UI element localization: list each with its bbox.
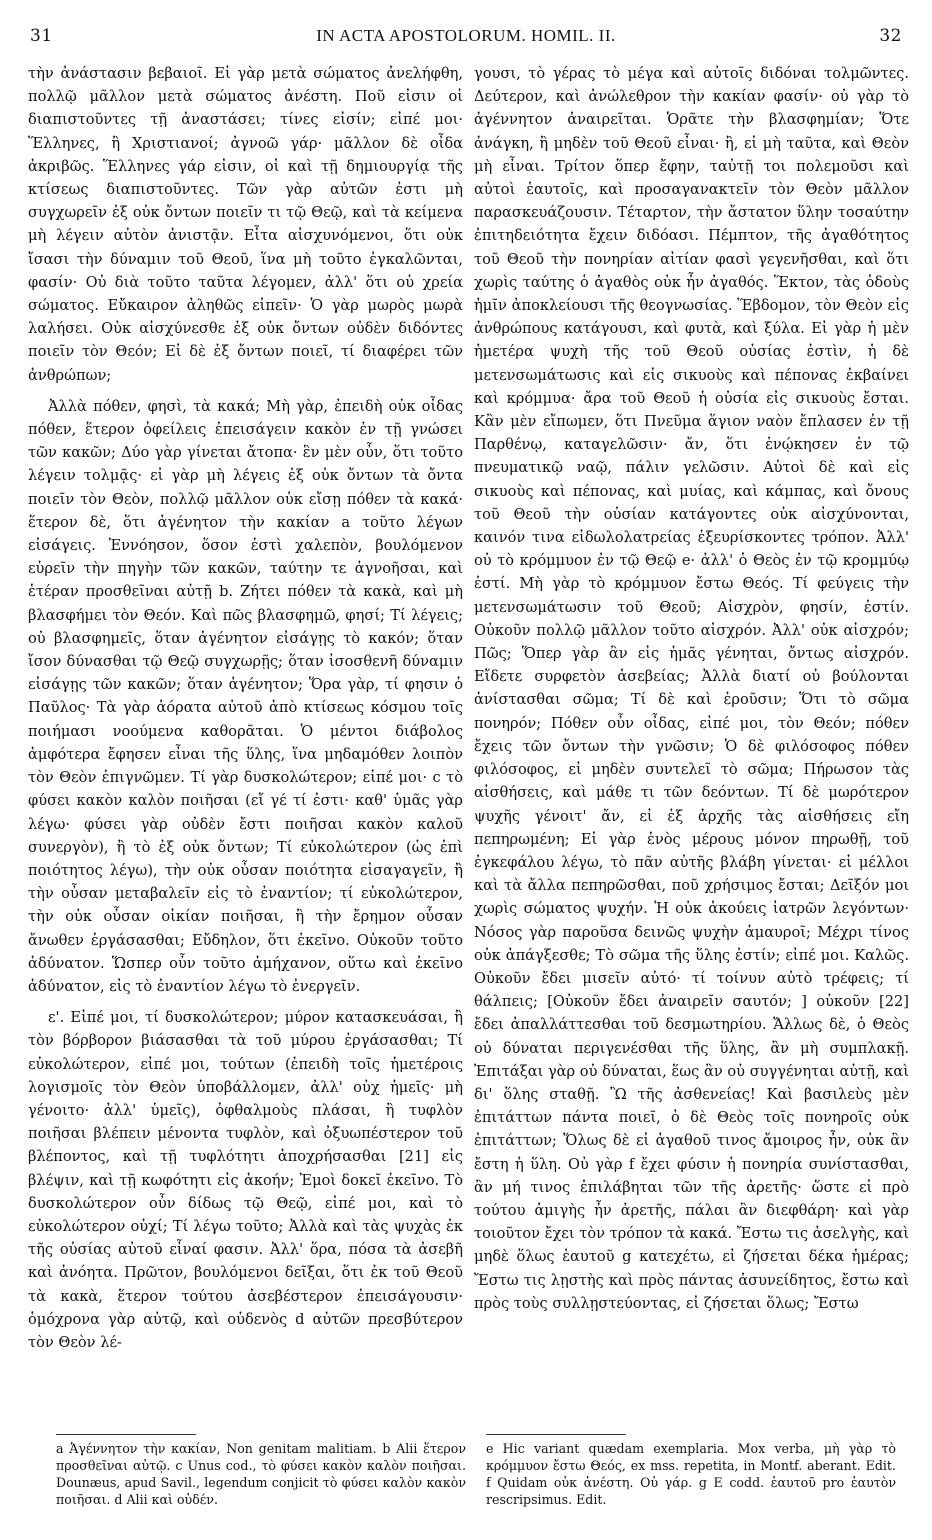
footnote-rule-left (56, 1434, 196, 1435)
right-paragraph-1: γουσι, τὸ γέρας τὸ μέγα καὶ αὐτοῖς διδόναι τολμῶντες. Δεύτερον, καὶ ἀνώλεθρον τὴν κακίαν φασίν· οὐ γὰρ τὸ ἀγέννητον ἀναιρεῖται. Ὁρᾶτε τὴν βλασφημίαν; Ὅτε ἀνάγκη, ἢ μηδὲν τοῦ Θεοῦ εἶναι· ἢ, εἰ μὴ ταῦτα, καὶ Θεὸν μὴ εἶναι. Τρίτον ὅπερ ἔφην, ταὐτῇ τοι πολεμοῦσι καὶ αὐτοὶ ἑαυτοῖς, καὶ προσαγανακτεῖν τὸν Θεὸν μᾶλλον παρασκευάζουσιν. Τέταρτον, τὴν ἄστατον ὕλην τοσαύτην ἐπιτηδειότητα ἔχειν διδόασι. Πέμπτον, τῆς ἀγαθότητος τοῦ Θεοῦ τὴν πονηρίαν αἰτίαν φασὶ γεγενῆσθαι, καὶ ὅτι χωρὶς ταύτης ὁ ἀγαθὸς οὐκ ἦν ἀγαθός. Ἕκτον, τὰς ὁδοὺς ἡμῖν ἀποκλείουσι τῆς θεογνωσίας. Ἕβδομον, τὸν Θεὸν εἰς ἀνθρώπους κατάγουσι, καὶ φυτὰ, καὶ ξύλα. Εἰ γὰρ ἡ μὲν ἡμετέρα ψυχὴ τῆς τοῦ Θεοῦ οὐσίας ἐστὶν, ἡ δὲ μετενσωμάτωσις καὶ εἰς σικυοὺς καὶ πέπονας ἐκβαίνει καὶ κρόμμυα· ἄρα τοῦ Θεοῦ ἡ οὐσία εἰς σικυοὺς ἔσται. Κἂν μὲν εἴπωμεν, ὅτι Πνεῦμα ἅγιον ναὸν ἔπλασεν ἐν τῇ Παρθένῳ, καταγελῶσιν· ἄν, ὅτι ἐνῴκησεν ἐν τῷ πνευματικῷ ναῷ, πάλιν γελῶσιν. Αὐτοὶ δὲ καὶ εἰς σικυοὺς καὶ πέπονας, καὶ μυίας, καὶ κάμπας, καὶ ὄνους τοῦ Θεοῦ τὴν οὐσίαν κατάγοντες οὐκ αἰσχύνονται, καινόν τινα εἰδωλολατρείας ἐξευρίσκοντες τρόπον. Ἀλλ' οὐ τὸ κρόμμυον ἐν τῷ Θεῷ e· ἀλλ' ὁ Θεὸς ἐν τῷ κρομμύῳ ἐστί. Μὴ γὰρ τὸ κρόμμυον ἔστω Θεός. Τί φεύγεις τὴν μετενσωμάτωσιν τοῦ Θεοῦ; Αἰσχρὸν, φησίν, ἐστίν. Οὐκοῦν πολλῷ μᾶλλον τοῦτο αἰσχρόν. Ἀλλ' οὐκ αἰσχρόν; Πῶς; Ὅπερ γὰρ ἂν εἰς ἡμᾶς γένηται, ὄντως αἰσχρόν. Εἴδετε συρφετὸν ἀσεβείας; Ἀλλὰ διατί οὐ βούλονται ἀνίστασθαι σῶμα; Τί δὲ καὶ ἐροῦσιν; Ὅτι τὸ σῶμα πονηρόν; Πόθεν οὖν οἶδας, εἰπέ μοι, τὸν Θεόν; πόθεν ἔχεις τῶν ὄντων τὴν γνῶσιν; Ὁ δὲ φιλόσοφος πόθεν φιλόσοφος, εἰ μηδὲν συντελεῖ τὸ σῶμα; Πήρωσον τὰς αἰσθήσεις, καὶ μάθε τι τῶν δεόντων. Τί δὲ μωρότερον ψυχῆς γένοιτ' ἄν, εἰ ἐξ ἀρχῆς τὰς αἰσθήσεις εἴη πεπηρωμένη; Εἰ γὰρ ἑνὸς μέρους μόνον πηρωθῇ, τοῦ ἐγκεφάλου λέγω, τὸ πᾶν αὐτῆς βλάβη γίνεται· εἰ μέλλοι καὶ τὰ ἄλλα πεπηρῶσθαι, ποῦ χρήσιμος ἔσται; Δεῖξόν μοι χωρὶς σώματος ψυχήν. Ἡ οὐκ ἀκούεις ἰατρῶν λεγόντων· Νόσος γὰρ παροῦσα δεινῶς ψυχὴν ἀμαυροῖ; Μέχρι τίνος οὐκ ἀπάγξεσθε; Τὸ σῶμα τῆς ὕλης ἐστίν; εἰπέ μοι. Καλῶς. Οὐκοῦν ἔδει μισεῖν αὐτό· τί τοίνυν αὐτὸ τρέφεις; τί θάλπεις; [Οὐκοῦν ἔδει ἀναιρεῖν σαυτόν; ] οὐκοῦν [22] ἔδει ἀπαλλάττεσθαι τοῦ δεσμωτηρίου. Ἄλλως δὲ, ὁ Θεὸς οὐ δύναται περιγενέσθαι τῆς ὕλης, ἂν μὴ συμπλακῇ. Ἐπιτάξαι γὰρ οὐ δύναται, ἕως ἂν οὐ συγγένηται αὐτῇ, καὶ δι' ὅλης σταθῇ. Ὢ τῆς ἀσθενείας! Καὶ βασιλεὺς μὲν ἐπιτάττων πάντα ποιεῖ, ὁ δὲ Θεὸς τοῖς πονηροῖς οὐκ ἐπιτάττων; Ὅλως δὲ εἰ ἀγαθοῦ τινος ἄμοιρος ἦν, οὐκ ἂν ἔστη ἡ ὕλη. Οὐ γὰρ f ἔχει φύσιν ἡ πονηρία συνίστασθαι, ἂν μή τινος ἐπιλάβηται τῶν τῆς ἀρετῆς· ὥστε εἰ πρὸ τούτου ἀμιγὴς ἦν ἀρετῆς, πάλαι ἂν διεφθάρη· καὶ γὰρ τοιοῦτον ἔχει τὸν τρόπον τὰ κακά. Ἔστω τις ἀσελγὴς, καὶ μηδὲ ὅλως ἑαυτοῦ g κατεχέτω, εἰ ζήσεται δέκα ἡμέρας; Ἔστω τις λῃστὴς καὶ πρὸς πάντας ἀσυνείδητος, ἔστω καὶ πρὸς τοὺς συλλῃστεύοντας, εἰ ζήσεται ὅλως; Ἔστω (474, 65, 909, 1312)
footnotes-left: a Ἀγέννητον τὴν κακίαν, Non genitam malitiam. b Alii ἕτερον προσθεῖναι αὐτῷ. c Unus cod., τὸ φύσει κακὸν καλὸν ποιῆσαι. Dounæus, apud Savil., legendum conjicit τὸ φύσει καλὸν κακὸν ποιῆσαι. d Alii καὶ οὐδέν. (56, 1441, 466, 1507)
running-header (30, 26, 902, 56)
page-number-left: 31 (30, 26, 53, 46)
left-paragraph-2: Ἀλλὰ πόθεν, φησὶ, τὰ κακά; Μὴ γὰρ, ἐπειδὴ οὐκ οἶδας πόθεν, ἕτερον ὀφείλεις ἐπεισάγειν κακὸν ἐν τῇ γνώσει τῶν κακῶν; Δύο γὰρ γίνεται ἄτοπα· ἓν μὲν οὖν, ὅτι τοῦτο λέγειν τολμᾷς· εἰ γὰρ μὴ λέγεις ἐξ οὐκ ὄντων τὰ ὄντα ποιεῖν τὸν Θεὸν, πολλῷ μᾶλλον οὐκ εἴσῃ πόθεν τὰ κακά· ἕτερον δὲ, ὅτι ἀγένητον τὴν κακίαν a τοῦτο λέγων εἰσάγεις. Ἐννόησον, ὅσον ἐστὶ χαλεπὸν, βουλόμενον εὑρεῖν τὴν πηγὴν τῶν κακῶν, ταύτην τε ἀγνοῆσαι, καὶ ἑτέραν προσθεῖναι αὐτῇ b. Ζήτει πόθεν τὰ κακὰ, καὶ μὴ βλασφήμει τὸν Θεόν. Καὶ πῶς βλασφημῶ, φησί; Τί λέγεις; οὐ βλασφημεῖς, ὅταν ἀγένητον εἰσάγῃς τὸ κακόν; ὅταν ἴσον δύνασθαι τῷ Θεῷ συγχωρῇς; ὅταν ἰσοσθενῆ δύναμιν εἰσάγῃς τῶν κακῶν; ὅταν ἀγένητον; Ὅρα γὰρ, τί φησιν ὁ Παῦλος· Τὰ γὰρ ἀόρατα αὐτοῦ ἀπὸ κτίσεως κόσμου τοῖς ποιήμασι νοούμενα καθορᾶται. Ὁ μέντοι διάβολος ἀμφότερα ἔφησεν εἶναι τῆς ὕλης, ἵνα μηδαμόθεν λοιπὸν τὸν Θεὸν ἐπιγνῶμεν. Τί γὰρ δυσκολώτερον; εἰπέ μοι· c τὸ φύσει κακὸν καλὸν ποιῆσαι (εἴ γέ τί ἐστι· καθ' ὑμᾶς γὰρ λέγω· φύσει γὰρ οὐδὲν ἔστι ποιῆσαι κακὸν καλοῦ συνεργὸν), ἢ τὸ ἐξ οὐκ ὄντων; Τί εὐκολώτερον (ὡς ἐπὶ ποιότητος λέγω), τὴν οὐκ οὖσαν ποιότητα εἰσαγαγεῖν, ἢ τὴν οὖσαν μεταβαλεῖν εἰς τὸ ἐναντίον; τί εὐκολώτερον, τὴν οὐκ οὖσαν οἰκίαν ποιῆσαι, ἢ τὴν ἔρημον οὖσαν ἄνωθεν ἐργάσασθαι; Εὔδηλον, ὅτι ἐκεῖνο. Οὐκοῦν τοῦτο ἀδύνατον. Ὥσπερ οὖν τοῦτο ἀμήχανον, οὕτω καὶ ἐκεῖνο ἀδύνατον, εἰς τὸ ἐναντίον λέγω τὸ ἐνεργεῖν. (28, 397, 463, 995)
right-column (474, 62, 909, 1315)
left-paragraph-1: τὴν ἀνάστασιν βεβαιοῖ. Εἰ γὰρ μετὰ σώματος ἀνελήφθη, πολλῷ μᾶλλον μετὰ σώματος ἀνέστη. Ποῦ εἰσιν οἱ διαπιστοῦντες τῇ ἀναστάσει; τίνες εἰσίν; εἰπέ μοι· Ἕλληνες, ἢ Χριστιανοί; ἀγνοῶ γάρ· μᾶλλον δὲ οἶδα ἀκριβῶς. Ἕλληνες γάρ εἰσιν, οἱ καὶ τῇ δημιουργίᾳ τῆς κτίσεως διαπιστοῦντες. Τῶν γὰρ αὐτῶν ἐστι μὴ συγχωρεῖν ἐξ οὐκ ὄντων ποιεῖν τι τῷ Θεῷ, καὶ τὰ κείμενα μὴ λέγειν αὐτὸν ἀνιστᾷν. Εἶτα αἰσχυνόμενοι, ὅτι οὐκ ἴσασι τὴν δύναμιν τοῦ Θεοῦ, ἵνα μὴ τοῦτο ἐγκαλῶνται, φασίν· Οὐ διὰ τοῦτο ταῦτα λέγομεν, ἀλλ' ὅτι οὐ χρεία σώματος. Εὔκαιρον ἀληθῶς εἰπεῖν· Ὁ γὰρ μωρὸς μωρὰ λαλήσει. Οὐκ αἰσχύνεσθε ἐξ οὐκ ὄντων οὐδὲν διδόντες ποιεῖν τὸν Θεόν; Εἰ δὲ ἐξ ὄντων ποιεῖ, τί διαφέρει τῶν ἀνθρώπων; (28, 65, 463, 384)
page-number-right: 32 (879, 26, 902, 46)
left-column (28, 62, 463, 1354)
footnotes-right: e Hic variant quædam exemplaria. Mox verba, μὴ γὰρ τὸ κρόμμυον ἔστω Θεός, ex mss. repetita, in Montf. aberant. Edit. f Quidam οὐκ ἀνέστη. Οὐ γάρ. g E codd. ἑαυτοῦ pro ἑαυτὸν rescripsimus. Edit. (486, 1441, 896, 1507)
running-title: IN ACTA APOSTOLORUM. HOMIL. II. (316, 26, 616, 45)
footnote-rule-right (486, 1434, 626, 1435)
left-paragraph-3: ε'. Εἰπέ μοι, τί δυσκολώτερον; μύρον κατασκευάσαι, ἢ τὸν βόρβορον βιάσασθαι τὰ τοῦ μύρου ἐργάσασθαι; Τί εὐκολώτερον, εἰπέ μοι, τούτων (ἐπειδὴ τοῖς ἡμετέροις λογισμοῖς τὸν Θεὸν ὑποβάλλομεν, ἀλλ' οὐχ ἡμεῖς· μὴ γένοιτο· ἀλλ' ὑμεῖς), ὀφθαλμοὺς πλάσαι, ἢ τυφλὸν ποιῆσαι βλέπειν μένοντα τυφλὸν, καὶ ὀξυωπέστερον τοῦ βλέποντος, καὶ τῇ τυφλότητι ἀποχρήσασθαι [21] εἰς βλέψιν, καὶ τῇ κωφότητι εἰς ἀκοήν; Ἐμοὶ δοκεῖ ἐκεῖνο. Τὸ δυσκολώτερον οὖν δίδως τῷ Θεῷ, εἰπέ μοι, καὶ τὸ εὐκολώτερον οὐχί; Τί λέγω τοῦτο; Ἀλλὰ καὶ τὰς ψυχὰς ἐκ τῆς οὐσίας αὐτοῦ εἶναί φασιν. Ἀλλ' ὅρα, πόσα τὰ ἀσεβῆ καὶ ἀνόητα. Πρῶτον, βουλόμενοι δεῖξαι, ὅτι ἐκ τοῦ Θεοῦ τὰ κακὰ, ἕτερον τούτου ἀσεβέστερον ἐπεισάγουσιν· ὁμόχρονα γὰρ αὐτῷ, καὶ οὐδενὸς d αὐτῶν πρεσβύτερον τὸν Θεὸν λέ- (28, 1009, 463, 1351)
